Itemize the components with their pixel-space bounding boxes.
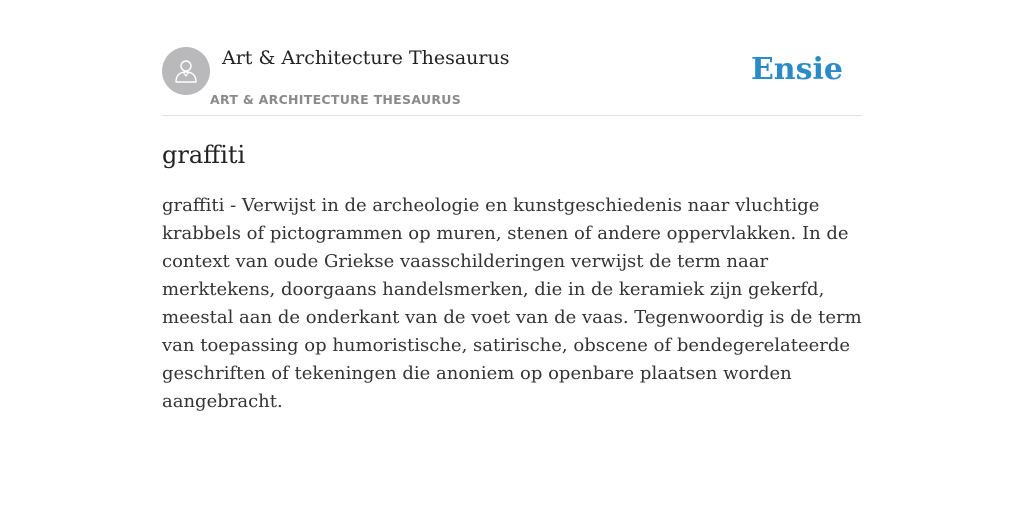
source-header (162, 0, 862, 116)
user-icon (171, 56, 201, 86)
page-container (162, 0, 862, 412)
source-subtitle: ART & ARCHITECTURE THESAURUS (210, 92, 462, 107)
source-title-link[interactable]: Art & Architecture Thesaurus (222, 47, 510, 69)
page-title: graffiti (162, 141, 246, 169)
avatar[interactable] (162, 47, 210, 95)
ensie-logo[interactable]: Ensie (750, 52, 843, 87)
definition-text: graffiti - Verwijst in de archeologie en kunstgeschiedenis naar vluchtige krabbels of pictogrammen op muren, stenen of andere oppervlakken. In de context van oude Griekse vaasschilderingen verwijst de term naar merktekens, doorgaans handelsmerken, die in de keramiek zijn gekerfd, meestal aan de onderkant van de voet van de vaas. Tegenwoordig is de term van toepassing op humoristische, satirische, obscene of bendegerelateerde geschriften of tekeningen die anoniem op openbare plaatsen worden aangebracht. (162, 195, 862, 412)
